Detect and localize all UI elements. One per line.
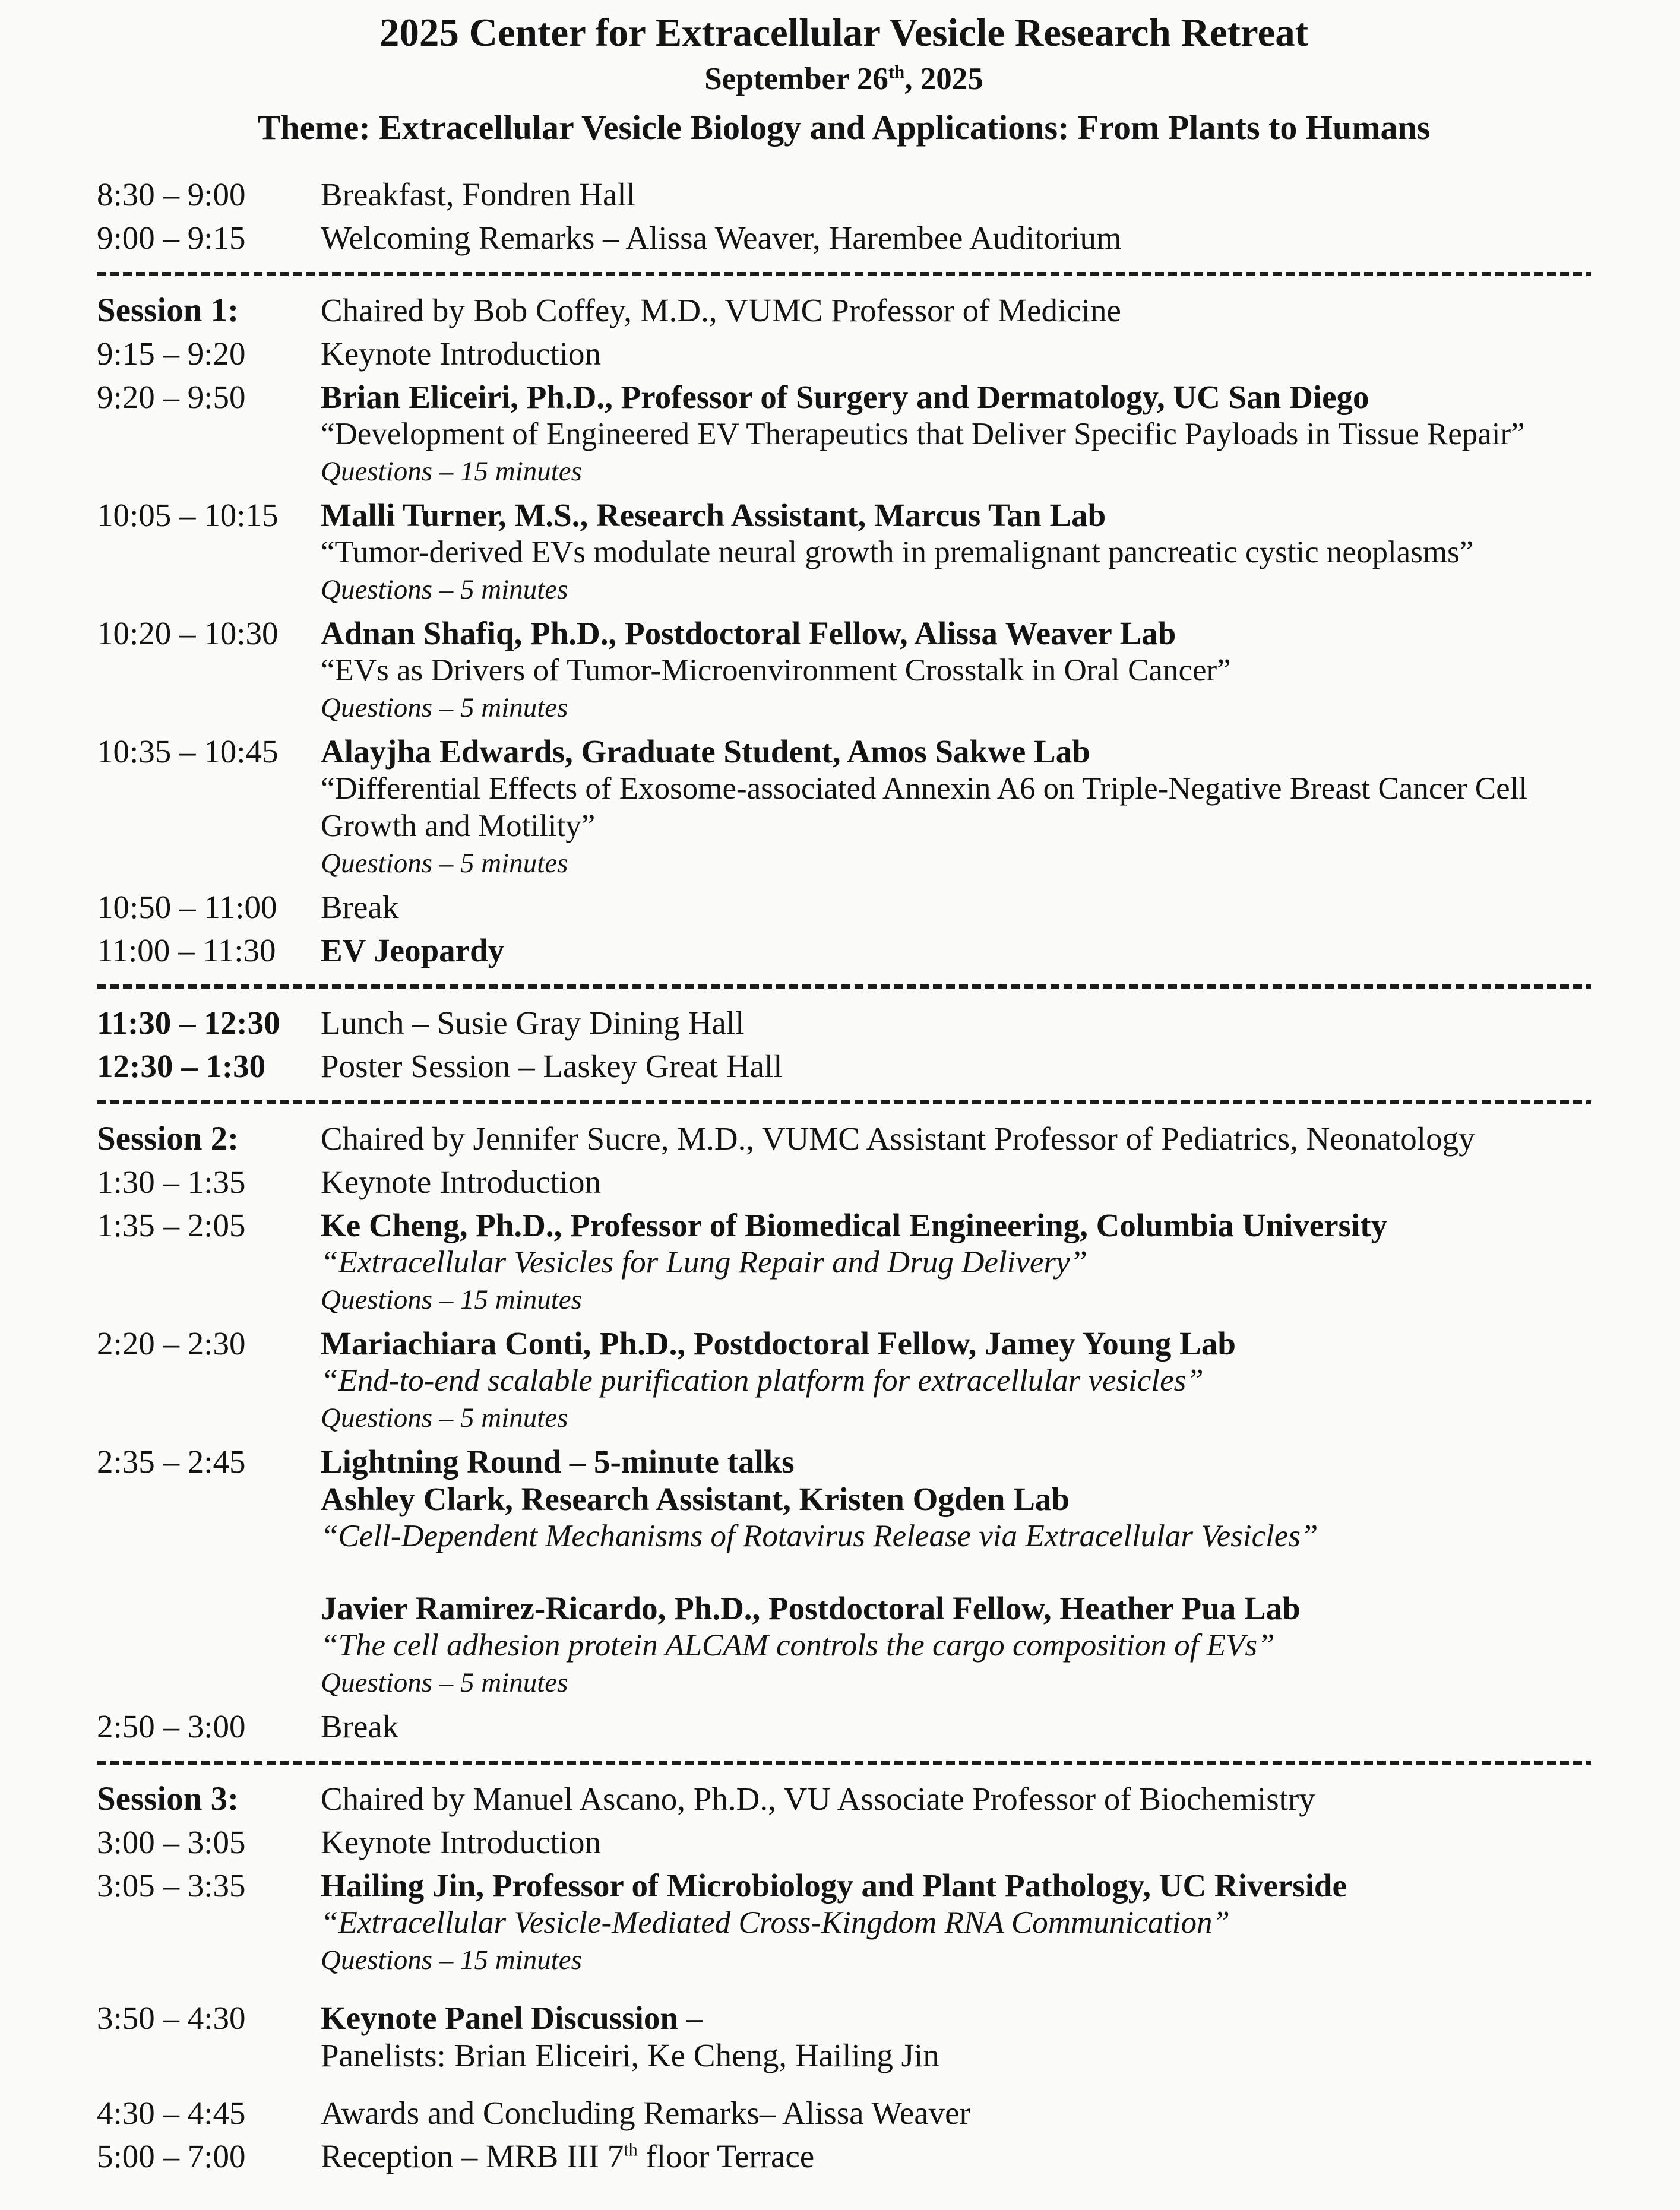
session-row <box>97 292 1591 329</box>
talk-title-line: “Extracellular Vesicles for Lung Repair and Drug Delivery” <box>321 1245 1087 1280</box>
section-divider <box>97 272 1591 276</box>
session-chair: Chaired by Manuel Ascano, Ph.D., VU Associate Professor of Biochemistry <box>321 1780 1315 1817</box>
event-description: Keynote Introduction <box>321 335 601 372</box>
section-divider <box>97 1761 1591 1765</box>
schedule-row <box>97 335 1591 372</box>
talk-title-line: “Differential Effects of Exosome-associated Annexin A6 on Triple-Negative Breast Cancer Cell Growth and Motility” <box>321 771 1528 843</box>
event-description: Welcoming Remarks – Alissa Weaver, Harembee Auditorium <box>321 219 1122 256</box>
event-title: 2025 Center for Extracellular Vesicle Research Retreat <box>379 11 1309 55</box>
time-range: 11:00 – 11:30 <box>97 932 276 968</box>
schedule-row <box>97 496 1591 609</box>
time-range: 2:50 – 3:00 <box>97 1708 246 1744</box>
speaker-line: Mariachiara Conti, Ph.D., Postdoctoral Fellow, Jamey Young Lab <box>321 1325 1236 1362</box>
schedule-row <box>97 1163 1591 1201</box>
time-range: 9:00 – 9:15 <box>97 219 246 256</box>
schedule-row <box>97 932 1591 969</box>
speaker-line: Adnan Shafiq, Ph.D., Postdoctoral Fellow, Alissa Weaver Lab <box>321 615 1176 651</box>
talk-title-line: “Cell-Dependent Mechanisms of Rotavirus Release via Extracellular Vesicles” <box>321 1518 1318 1553</box>
event-description: EV Jeopardy <box>321 932 505 968</box>
time-range: 3:50 – 4:30 <box>97 1999 246 2036</box>
schedule-row <box>97 1443 1591 1702</box>
schedule-row <box>97 378 1591 490</box>
schedule-row <box>97 2094 1591 2132</box>
time-range: 4:30 – 4:45 <box>97 2094 246 2131</box>
reception-text: Reception – MRB III 7 <box>321 2138 624 2174</box>
event-description: Poster Session – Laskey Great Hall <box>321 1047 783 1084</box>
speaker-line: Ashley Clark, Research Assistant, Kristen Ogden Lab <box>321 1480 1070 1517</box>
speaker-line: Malli Turner, M.S., Research Assistant, Marcus Tan Lab <box>321 496 1106 533</box>
event-description: Keynote Introduction <box>321 1823 601 1860</box>
event-date-day: September 26 <box>704 61 888 96</box>
event-theme: Theme: Extracellular Vesicle Biology and Applications: From Plants to Humans <box>257 108 1431 147</box>
schedule-row <box>97 1867 1591 1979</box>
schedule-row <box>97 176 1591 213</box>
talk-title-line: “EVs as Drivers of Tumor-Microenvironment Crosstalk in Oral Cancer” <box>321 653 1231 688</box>
time-range: 3:05 – 3:35 <box>97 1867 246 1904</box>
section-divider <box>97 984 1591 989</box>
event-description: Break <box>321 888 399 925</box>
session-label: Session 2: <box>97 1119 239 1157</box>
spacer <box>321 1555 1591 1590</box>
event-description: Keynote Introduction <box>321 1163 601 1200</box>
schedule-row <box>97 615 1591 727</box>
questions-line: Questions – 5 minutes <box>321 847 568 879</box>
talk-title-line: “Tumor-derived EVs modulate neural growth in premalignant pancreatic cystic neoplasms” <box>321 534 1474 569</box>
event-description: Lightning Round – 5-minute talks <box>321 1443 795 1480</box>
talk-title-line: “Extracellular Vesicle-Mediated Cross-Kingdom RNA Communication” <box>321 1905 1230 1940</box>
schedule-row <box>97 1325 1591 1437</box>
time-range: 2:35 – 2:45 <box>97 1443 246 1480</box>
time-range: 2:20 – 2:30 <box>97 1325 246 1362</box>
talk-title-line: “The cell adhesion protein ALCAM controls the cargo composition of EVs” <box>321 1628 1275 1663</box>
speaker-line: Ke Cheng, Ph.D., Professor of Biomedical Engineering, Columbia University <box>321 1207 1388 1243</box>
time-range: 9:15 – 9:20 <box>97 335 246 372</box>
schedule-row <box>97 733 1591 882</box>
event-description: Breakfast, Fondren Hall <box>321 176 635 213</box>
questions-line: Questions – 5 minutes <box>321 1402 568 1433</box>
event-description: Lunch – Susie Gray Dining Hall <box>321 1004 745 1041</box>
time-range: 10:20 – 10:30 <box>97 615 279 651</box>
time-range: 1:30 – 1:35 <box>97 1163 246 1200</box>
schedule-row <box>97 1207 1591 1319</box>
time-range: 9:20 – 9:50 <box>97 378 246 415</box>
time-range: 10:05 – 10:15 <box>97 496 279 533</box>
schedule-row <box>97 1047 1591 1085</box>
speaker-line: Hailing Jin, Professor of Microbiology and Plant Pathology, UC Riverside <box>321 1867 1347 1904</box>
questions-line: Questions – 5 minutes <box>321 1667 568 1698</box>
speaker-line: Javier Ramirez-Ricardo, Ph.D., Postdoctoral Fellow, Heather Pua Lab <box>321 1590 1301 1626</box>
schedule <box>97 176 1591 2175</box>
time-range: 3:00 – 3:05 <box>97 1823 246 1860</box>
time-range: 1:35 – 2:05 <box>97 1207 246 1243</box>
questions-line: Questions – 15 minutes <box>321 455 582 487</box>
time-range: 11:30 – 12:30 <box>97 1004 280 1041</box>
session-label: Session 1: <box>97 291 239 329</box>
schedule-row <box>97 1708 1591 1745</box>
event-date-year: , 2025 <box>904 61 983 96</box>
ordinal-superscript: th <box>624 2139 638 2160</box>
time-range: 10:35 – 10:45 <box>97 733 279 770</box>
session-chair: Chaired by Bob Coffey, M.D., VUMC Professor of Medicine <box>321 292 1121 328</box>
schedule-row <box>97 1004 1591 1041</box>
time-range: 12:30 – 1:30 <box>97 1047 266 1084</box>
time-range: 10:50 – 11:00 <box>97 888 277 925</box>
ordinal-superscript: th <box>888 62 905 83</box>
session-chair: Chaired by Jennifer Sucre, M.D., VUMC Assistant Professor of Pediatrics, Neonatology <box>321 1120 1475 1157</box>
session-label: Session 3: <box>97 1780 239 1818</box>
session-row <box>97 1780 1591 1818</box>
schedule-row <box>97 219 1591 257</box>
talk-title-line: “Development of Engineered EV Therapeutics that Deliver Specific Payloads in Tissue Repair” <box>321 416 1525 451</box>
schedule-row <box>97 1823 1591 1861</box>
document-header <box>97 8 1591 150</box>
questions-line: Questions – 5 minutes <box>321 692 568 723</box>
reception-text-after: floor Terrace <box>637 2138 815 2174</box>
speaker-line: Alayjha Edwards, Graduate Student, Amos Sakwe Lab <box>321 733 1090 770</box>
questions-line: Questions – 5 minutes <box>321 574 568 605</box>
talk-title-line: “End-to-end scalable purification platform for extracellular vesicles” <box>321 1363 1204 1398</box>
questions-line: Questions – 15 minutes <box>321 1944 582 1975</box>
schedule-row <box>97 888 1591 926</box>
time-range: 5:00 – 7:00 <box>97 2138 246 2174</box>
speaker-line: Brian Eliceiri, Ph.D., Professor of Surgery and Dermatology, UC San Diego <box>321 378 1369 415</box>
questions-line: Questions – 15 minutes <box>321 1284 582 1315</box>
event-description <box>321 2138 1591 2175</box>
session-row <box>97 1120 1591 1157</box>
time-range: 8:30 – 9:00 <box>97 176 246 213</box>
event-description: Break <box>321 1708 399 1744</box>
schedule-row <box>97 1999 1591 2074</box>
schedule-row <box>97 2138 1591 2175</box>
panelists-line: Panelists: Brian Eliceiri, Ke Cheng, Hailing Jin <box>321 2037 939 2073</box>
event-description: Awards and Concluding Remarks– Alissa Weaver <box>321 2094 970 2131</box>
event-description: Keynote Panel Discussion – <box>321 1999 703 2036</box>
section-divider <box>97 1100 1591 1104</box>
event-date <box>97 61 1591 99</box>
